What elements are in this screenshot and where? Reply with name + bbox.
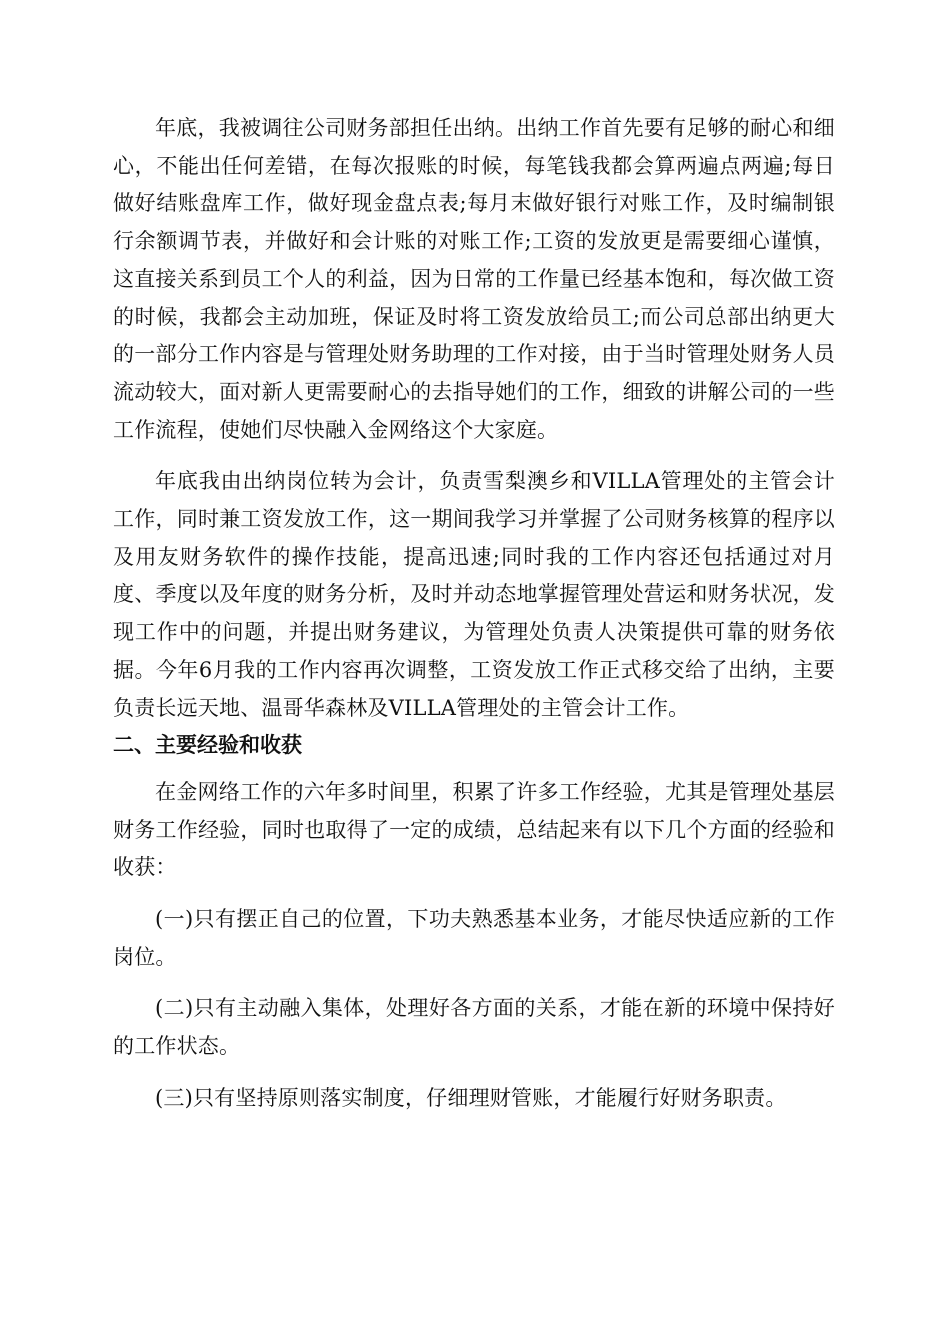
paragraph-cashier-work: 年底，我被调往公司财务部担任出纳。出纳工作首先要有足够的耐心和细心，不能出任何差错，在每次报账的时候，每笔钱我都会算两遍点两遍;每日做好结账盘库工作，做好现金盘点表;每月末做好银行对账工作，及时编制银行余额调节表，并做好和会计账的对账工作;工资的发放更是需要细心谨慎，这直接关系到员工个人的利益，因为日常的工作量已经基本饱和，每次做工资的时候，我都会主动加班，保证及时将工资发放给员工;而公司总部出纳更大的一部分工作内容是与管理处财务助理的工作对接，由于当时管理处财务人员流动较大，面对新人更需要耐心的去指导她们的工作，细致的讲解公司的一些工作流程，使她们尽快融入金网络这个大家庭。 bbox=[113, 116, 835, 442]
point-item-3: (三)只有坚持原则落实制度，仔细理财管账，才能履行好财务职责。 bbox=[155, 1085, 787, 1110]
section-intro: 在金网络工作的六年多时间里，积累了许多工作经验，尤其是管理处基层财务工作经验，同时也取得了一定的成绩，总结起来有以下几个方面的经验和收获： bbox=[113, 779, 835, 880]
paragraph-accountant-work: 年底我由出纳岗位转为会计，负责雪梨澳乡和VILLA管理处的主管会计工作，同时兼工资发放工作，这一期间我学习并掌握了公司财务核算的程序以及用友财务软件的操作技能，提高迅速;同时我的工作内容还包括通过对月度、季度以及年度的财务分析，及时并动态地掌握管理处营运和财务状况，发现工作中的问题，并提出财务建议，为管理处负责人决策提供可靠的财务依据。今年6月我的工作内容再次调整，工资发放工作正式移交给了出纳，主要负责长远天地、温哥华森林及VILLA管理处的主管会计工作。 bbox=[113, 469, 835, 720]
document-page bbox=[113, 110, 835, 1118]
point-item-1: (一)只有摆正自己的位置，下功夫熟悉基本业务，才能尽快适应新的工作岗位。 bbox=[113, 907, 835, 969]
point-item-2: (二)只有主动融入集体，处理好各方面的关系，才能在新的环境中保持好的工作状态。 bbox=[113, 996, 835, 1059]
section-heading: 二、主要经验和收获 bbox=[113, 733, 302, 758]
